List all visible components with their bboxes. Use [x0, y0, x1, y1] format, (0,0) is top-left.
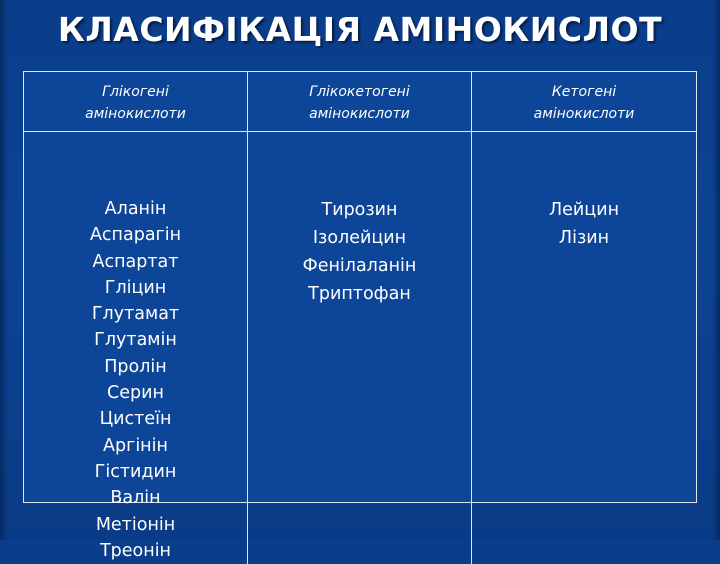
slide-edge-left: [0, 0, 8, 540]
amino-acid-item: Серин: [107, 383, 164, 404]
amino-acid-item: Метіонін: [95, 514, 176, 535]
amino-acid-item: Лізин: [558, 228, 610, 248]
amino-acid-item: Триптофан: [308, 284, 411, 304]
amino-acid-item: Аспартат: [92, 251, 179, 272]
column-header-glucoketogenic: [248, 72, 472, 132]
column-header-line1: Глікокетогені: [309, 84, 410, 100]
amino-acid-item: Аргінін: [103, 435, 168, 456]
amino-acid-list: [472, 196, 696, 252]
amino-acid-item: Цистеїн: [99, 409, 172, 430]
column-header-glucogenic: [24, 72, 248, 132]
amino-acid-item: Глутамін: [94, 330, 177, 351]
amino-acid-item: Треонін: [99, 540, 172, 561]
column-header-line1: Кетогені: [551, 84, 617, 100]
amino-acid-item: Гліцин: [104, 277, 167, 298]
column-header-line2: амінокислоти: [533, 106, 635, 122]
amino-acid-item: Глутамат: [91, 304, 180, 325]
amino-acid-item: Тирозин: [321, 200, 398, 220]
amino-acid-item: Лейцин: [548, 200, 620, 220]
slide-title: КЛАСИФІКАЦІЯ АМІНОКИСЛОТ: [57, 10, 663, 49]
amino-acid-item: Гістидин: [94, 461, 177, 482]
column-body-ketogenic: [472, 132, 696, 564]
amino-acid-list: [24, 196, 247, 564]
column-header-line2: амінокислоти: [309, 106, 410, 122]
amino-acid-item: Аспарагін: [89, 225, 182, 246]
column-header-line1: Глікогені: [102, 84, 169, 100]
amino-acid-item: Аланін: [104, 199, 167, 219]
amino-acid-item: Пролін: [104, 356, 167, 377]
amino-acid-item: Валін: [110, 488, 161, 509]
amino-acid-item: Фенілаланін: [302, 256, 417, 276]
column-header-ketogenic: [472, 72, 696, 132]
classification-table: [23, 71, 697, 561]
amino-acid-item: Ізолейцин: [312, 228, 407, 248]
amino-acid-list: [248, 196, 471, 308]
slide-edge-right: [712, 0, 720, 540]
column-body-glucoketogenic: [248, 132, 472, 564]
column-header-line2: амінокислоти: [85, 106, 186, 122]
column-body-glucogenic: [24, 132, 248, 564]
